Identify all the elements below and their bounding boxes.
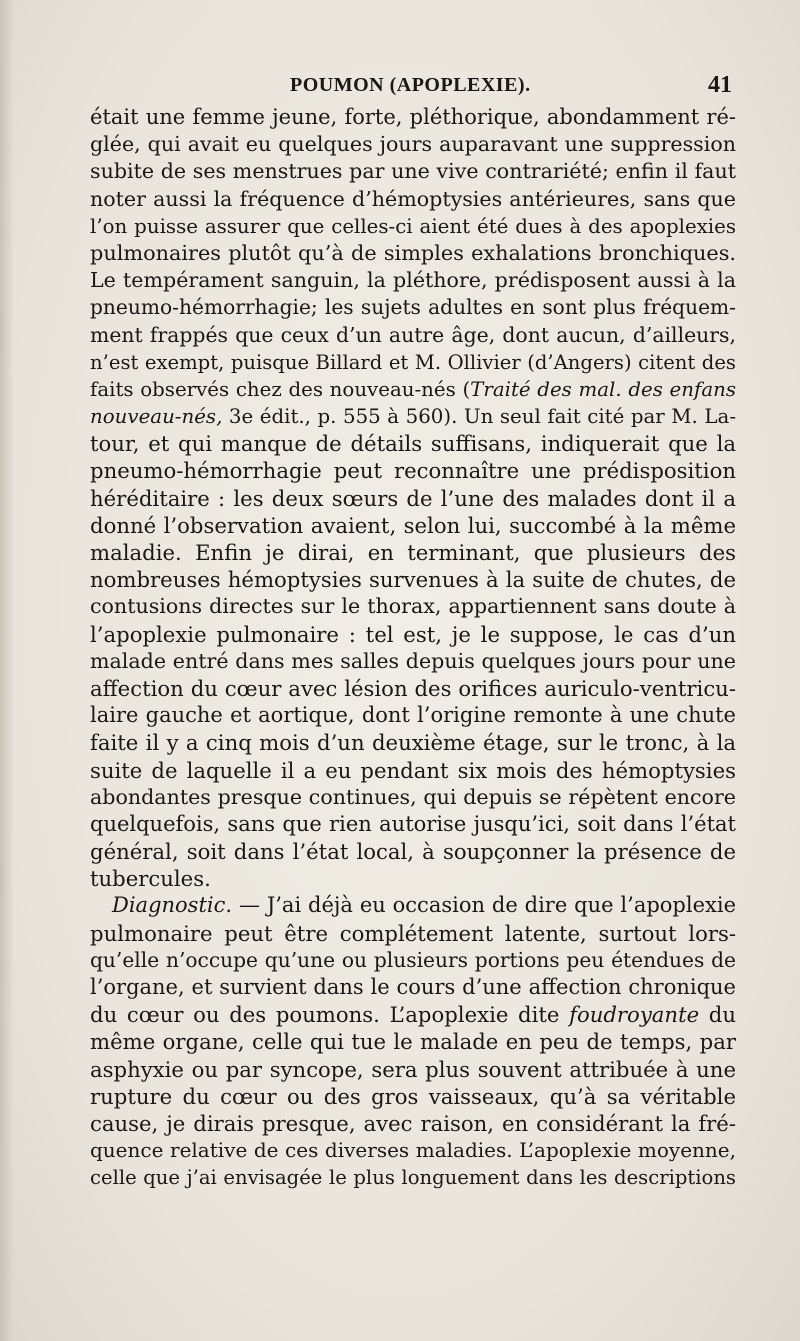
- text-line: tour, et qui manque de détails suffisans, indiquerait que la: [90, 431, 736, 457]
- text-line: rupture du cœur ou des gros vaisseaux, qu’à sa véritable: [90, 1083, 736, 1109]
- page-edge-shadow: [0, 0, 14, 1341]
- term-italic: foudroyante: [569, 1002, 700, 1028]
- text-line: pneumo-hémorrhagie; les sujets adultes en sont plus fréquem-: [90, 295, 736, 320]
- text-line: cause, je dirais presque, avec raison, en considérant la fré-: [90, 1110, 736, 1136]
- text-line: tubercules.: [90, 866, 211, 892]
- text-line: héréditaire : les deux sœurs de l’une des malades dont il a: [90, 485, 736, 511]
- text-line: laire gauche et aortique, dont l’origine remonte à une chute: [90, 703, 736, 728]
- text-line: donné l’observation avaient, selon lui, succombé à la même: [90, 512, 736, 538]
- text-line: glée, qui avait eu quelques jours auparavant une suppression: [90, 132, 736, 157]
- text-line: pulmonaire peut être complétement latente, surtout lors-: [90, 920, 736, 946]
- text-line: suite de laquelle il a eu pendant six mois des hémoptysies: [90, 757, 736, 783]
- text-line: noter aussi la fréquence d’hémoptysies antérieures, sans que: [90, 186, 736, 211]
- text-line: affection du cœur avec lésion des orifices auriculo-ventricu-: [90, 675, 736, 701]
- page-number: 41: [708, 72, 732, 98]
- text-line: général, soit dans l’état local, à soupçonner la présence de: [90, 839, 736, 865]
- section-heading-diagnostic: Diagnostic.: [112, 893, 233, 918]
- text-line: du cœur ou des poumons. L’apoplexie dite foudroyante du: [90, 1002, 737, 1028]
- text-line: l’organe, et survient dans le cours d’une affection chronique: [90, 975, 736, 999]
- text-line: abondantes presque continues, qui depuis se répètent encore: [90, 784, 736, 809]
- text-line: faite il y a cinq mois d’un deuxième étage, sur le tronc, à la: [90, 730, 736, 756]
- text-line: quence relative de ces diverses maladies. L’apoplexie moyenne,: [90, 1138, 736, 1163]
- text-line: Le tempérament sanguin, la pléthore, prédisposent aussi à la: [90, 268, 736, 293]
- text-line: même organe, celle qui tue le malade en peu de temps, par: [90, 1029, 736, 1055]
- text-line: celle que j’ai envisagée le plus longuement dans les descriptions: [90, 1166, 736, 1190]
- body-text: [90, 104, 736, 1192]
- text-line: malade entré dans mes salles depuis quelques jours pour une: [90, 648, 736, 673]
- text-line: subite de ses menstrues par une vive contrariété; enfin il faut: [90, 159, 736, 184]
- text-line: qu’elle n’occupe qu’une ou plusieurs portions peu étendues de: [90, 947, 736, 972]
- text-line: nouveau-nés, 3e édit., p. 555 à 560). Un seul fait cité par M. La-: [90, 405, 736, 429]
- text-line: maladie. Enfin je dirai, en terminant, que plusieurs des: [90, 540, 736, 565]
- running-head: [90, 70, 740, 100]
- text-line: l’apoplexie pulmonaire : tel est, je le suppose, le cas d’un: [90, 621, 736, 647]
- text-line: ment frappés que ceux d’un autre âge, dont aucun, d’ailleurs,: [90, 322, 736, 347]
- text-line: l’on puisse assurer que celles-ci aient été dues à des apoplexies: [90, 214, 736, 238]
- text-line: quelquefois, sans que rien autorise jusqu’ici, soit dans l’état: [90, 811, 736, 836]
- running-title: POUMON (APOPLEXIE).: [290, 74, 531, 96]
- text-line: pulmonaires plutôt qu’à de simples exhalations bronchiques.: [90, 240, 736, 265]
- text-line: n’est exempt, puisque Billard et M. Ollivier (d’Angers) citent des: [90, 350, 736, 374]
- book-title-italic: Traité des mal. des enfans: [470, 377, 736, 401]
- text-line: faits observés chez des nouveau-nés (Traité des mal. des enfans: [90, 377, 736, 401]
- text-line: nombreuses hémoptysies survenues à la suite de chutes, de: [90, 567, 736, 593]
- text-line: pneumo-hémorrhagie peut reconnaître une prédisposition: [90, 458, 736, 484]
- book-title-italic: nouveau-nés,: [90, 405, 223, 429]
- text-line: contusions directes sur le thorax, appartiennent sans doute à: [90, 594, 736, 619]
- text-line: était une femme jeune, forte, pléthorique, abondamment ré-: [90, 105, 736, 129]
- text-line: Diagnostic. — J’ai déjà eu occasion de dire que l’apoplexie: [90, 892, 736, 919]
- text-line: asphyxie ou par syncope, sera plus souvent attribuée à une: [90, 1056, 736, 1082]
